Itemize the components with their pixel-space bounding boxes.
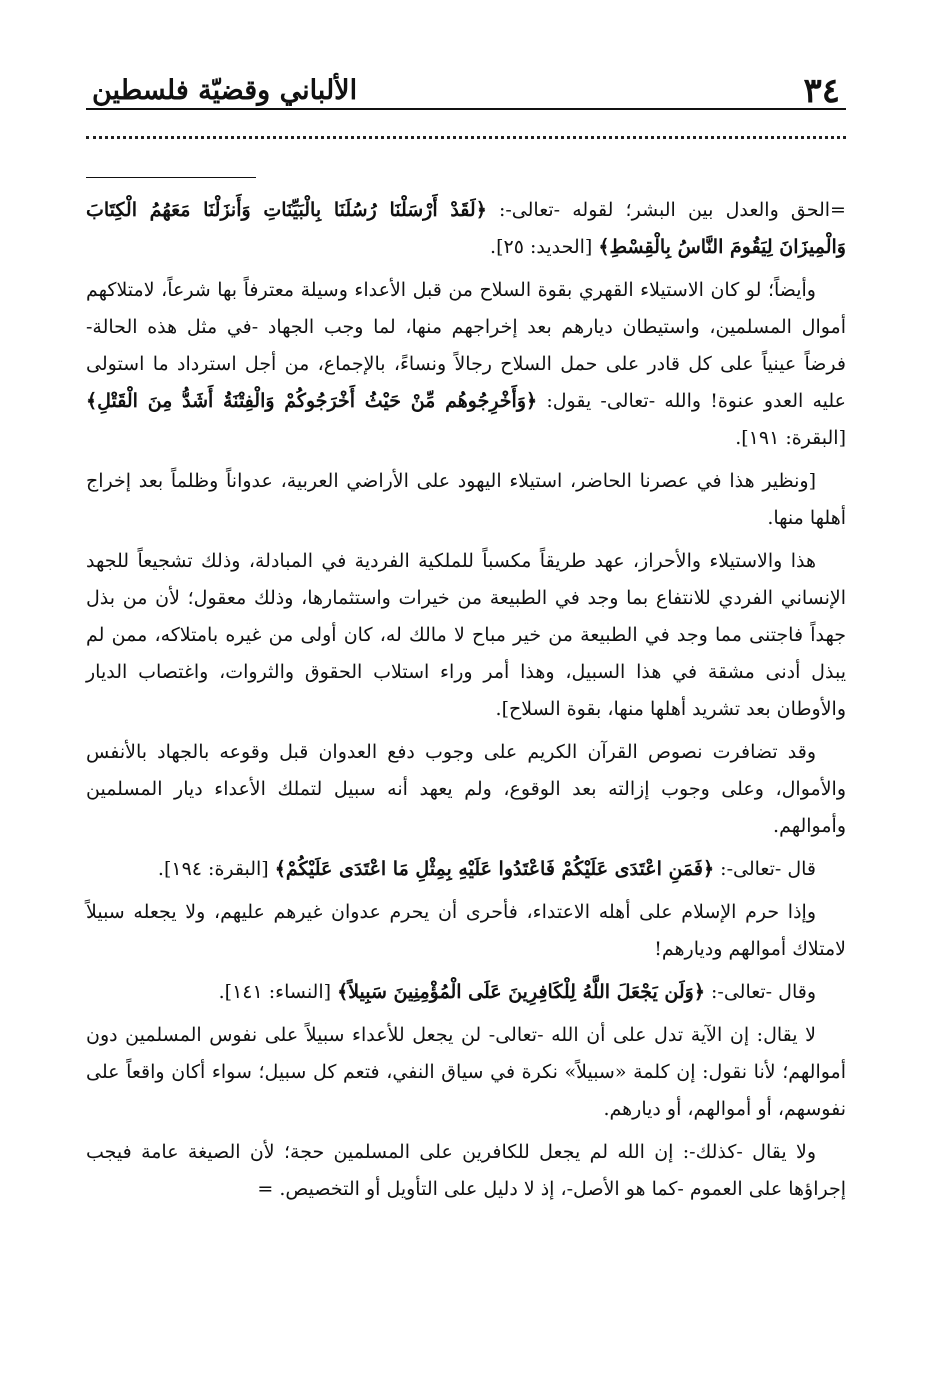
paragraph-6: قال -تعالى-: ﴿فَمَنِ اعْتَدَى عَلَيْكُمْ فَاعْتَدُوا عَلَيْهِ بِمِثْلِ مَا اعْتَدَى عَلَيْكُمْ﴾ [البقرة: ١٩٤]. — [157, 858, 816, 880]
footnote-rule — [86, 177, 256, 178]
quran-verse: ﴿وَلَن يَجْعَلَ اللَّهُ لِلْكَافِرِينَ عَلَى الْمُؤْمِنِينَ سَبِيلاً﴾ — [337, 981, 705, 1003]
book-title: الألباني وقضيّة فلسطين — [92, 75, 358, 106]
paragraph-2: وأيضاً؛ لو كان الاستيلاء القهري بقوة السلاح من قبل الأعداء وسيلة معترفاً بها شرعاً، لامتلاكهم أموال المسلمين، واستيطان ديارهم بعد إخراجهم منها، لما وجب الجهاد -في مثل هذه الحالة- فرضاً عينياً على كل قادر على حمل السلاح رجالاً ونساءً، بالإجماع، من أجل استرداد ما استولى عليه العدو عنوة! والله -تعالى- يقول: ﴿وَأَخْرِجُوهُم مِّنْ حَيْثُ أَخْرَجُوكُمْ وَالْفِتْنَةُ أَشَدُّ مِنَ الْقَتْلِ﴾ [البقرة: ١٩١]. — [86, 279, 846, 449]
paragraph-1: =الحق والعدل بين البشر؛ لقوله -تعالى-: ﴿لَقَدْ أَرْسَلْنَا رُسُلَنَا بِالْبَيِّنَاتِ وَأَنزَلْنَا مَعَهُمُ الْكِتَابَ وَالْمِيزَانَ لِيَقُومَ النَّاسُ بِالْقِسْطِ﴾ [الحديد: ٢٥]. — [86, 199, 846, 258]
paragraph-4: هذا والاستيلاء والأحراز، عهد طريقاً مكسباً للملكية الفردية في المبادلة، وذلك تشجيعاً للجهد الإنساني الفردي للانتفاع بما وجد في الطبيعة من خيرات واستثمارها، وذلك معقول؛ لأن من بذل جهداً فاجتنى مما وجد في الطبيعة من خير مباح لا مالك له، كان أولى من غيره بامتلاكه، ممن لم يبذل أدنى مشقة في هذا السبيل، وهذا أمر وراء استلاب الحقوق والثروات، واغتصاب الديار والأوطان بعد تشريد أهلها منها، بقوة السلاح]. — [86, 550, 846, 720]
paragraph-5: وقد تضافرت نصوص القرآن الكريم على وجوب دفع العدوان قبل وقوعه بالجهاد بالأنفس والأموال، وعلى وجوب إزالته بعد الوقوع، ولم يعهد أنه سبيل لتملك الأعداء ديار المسلمين وأموالهم. — [86, 741, 846, 837]
quran-verse: ﴿فَمَنِ اعْتَدَى عَلَيْكُمْ فَاعْتَدُوا عَلَيْهِ بِمِثْلِ مَا اعْتَدَى عَلَيْكُمْ﴾ — [274, 858, 715, 880]
dotted-separator — [86, 136, 846, 139]
running-header — [86, 58, 846, 110]
quran-verse: ﴿لَقَدْ أَرْسَلْنَا رُسُلَنَا بِالْبَيِّنَاتِ وَأَنزَلْنَا مَعَهُمُ الْكِتَابَ وَالْمِيزَانَ لِيَقُومَ النَّاسُ بِالْقِسْطِ﴾ — [86, 199, 846, 258]
paragraph-9: لا يقال: إن الآية تدل على أن الله -تعالى- لن يجعل للأعداء سبيلاً على نفوس المسلمين دون أموالهم؛ لأنا نقول: إن كلمة «سبيلاً» نكرة في سياق النفي، فتعم كل سبيل؛ سواء أكان واقعاً على نفوسهم، أو أموالهم، أو ديارهم. — [86, 1024, 846, 1120]
page-number: ٣٤ — [803, 71, 840, 111]
paragraph-7: وإذا حرم الإسلام على أهله الاعتداء، فأحرى أن يحرم عدوان غيرهم عليهم، ولا يجعله سبيلاً لامتلاك أموالهم وديارهم! — [86, 901, 846, 960]
footnote-text — [86, 192, 846, 1208]
paragraph-10: ولا يقال -كذلك-: إن الله لم يجعل للكافرين على المسلمين حجة؛ لأن الصيغة عامة فيجب إجراؤها على العموم -كما هو الأصل-، إذ لا دليل على التأويل أو التخصيص. = — [86, 1141, 846, 1200]
page — [86, 58, 846, 1348]
paragraph-3: [ونظير هذا في عصرنا الحاضر، استيلاء اليهود على الأراضي العربية، عدواناً وظلماً بعد إخراج أهلها منها. — [86, 470, 846, 529]
quran-verse: ﴿وَأَخْرِجُوهُم مِّنْ حَيْثُ أَخْرَجُوكُمْ وَالْفِتْنَةُ أَشَدُّ مِنَ الْقَتْلِ﴾ — [86, 390, 538, 412]
paragraph-8: وقال -تعالى-: ﴿وَلَن يَجْعَلَ اللَّهُ لِلْكَافِرِينَ عَلَى الْمُؤْمِنِينَ سَبِيلاً﴾ [النساء: ١٤١]. — [218, 981, 816, 1003]
